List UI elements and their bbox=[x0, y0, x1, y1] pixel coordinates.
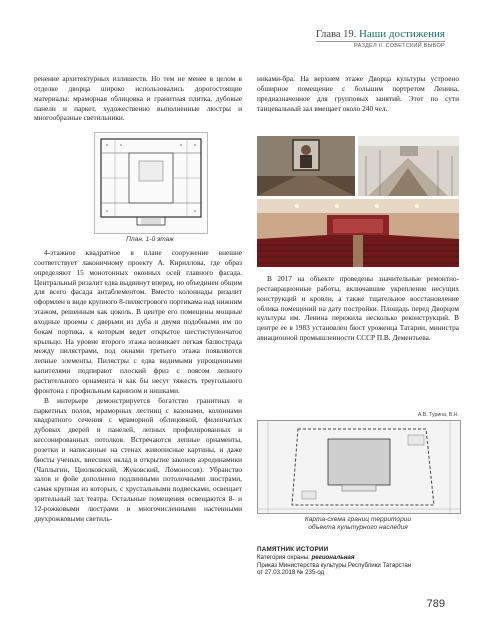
left-paragraph-2: 4-этажное квадратное в плане сооружение внешне соответствует лаконичному проекту А. Кириллова, где образ определяют 15 монотонных оконных осей главного фасада. Центральный ризалит едва выдвинут вперед, но объединен общим для всего фасада антаблементом. Вместо колоннады ризалит оформлен в виде крупного 8-пилястрового портикама над нижним этажом, решенным как цоколь. В центре его помещены мощные входные проемы с дверьми из дуба и двумя подобными им по бокам портика, к которым ведет открытое шестиступенчатое крыльцо. На уровне второго этажа возникает легкая балюстрада между пилястрами, под окнами третьего этажа появляются лепные элементы. Пилястры с едва видимыми упрощенными капителями подпирают плоский фриз с поясом лепного растительного орнамента и как бы несут тяжесть треугольного фронтона с профильным карнизом и нишками. bbox=[34, 248, 242, 395]
monument-order-line-2: от 27.03.2018 № 235-од bbox=[257, 569, 325, 577]
page-number: 789 bbox=[426, 598, 445, 610]
hall-portrait-photo bbox=[257, 136, 355, 196]
territory-map-image bbox=[257, 420, 461, 514]
map-caption-line-1: Карта-схема границ территории bbox=[304, 516, 412, 523]
chapter-number: Глава 19. bbox=[315, 29, 357, 40]
left-paragraph-1: ренение архитектурных излишеств. Но тем не менее в целом в отделке дворца широко использовались дорогостоящие материалы: мраморная облицовка и гранитная плитка, дубовые панели и паркет, художественно выполненные люстры и многообразные светильники. bbox=[34, 74, 242, 123]
map-caption bbox=[257, 516, 459, 531]
section-label: РАЗДЕЛ II. СОВЕТСКИЙ ВЫБОР bbox=[316, 41, 445, 49]
monument-title: ПАМЯТНИК ИСТОРИИ bbox=[257, 546, 329, 553]
monument-order-line-1: Приказ Министерства культуры Республики Татарстан bbox=[257, 561, 412, 569]
monument-category bbox=[257, 554, 459, 562]
auditorium-photo bbox=[257, 199, 459, 267]
staircase-photo bbox=[358, 136, 459, 196]
map-caption-line-2: объекта культурного наследия bbox=[308, 523, 408, 531]
floor-plan-caption: План. 1-й этаж bbox=[126, 236, 174, 243]
right-column-top bbox=[257, 74, 459, 113]
floor-plan-drawing bbox=[95, 133, 207, 233]
left-column-top bbox=[34, 74, 242, 123]
category-label: Категория охраны: bbox=[257, 553, 310, 561]
author-signature: А.В. Турина, В.Н. bbox=[417, 412, 459, 418]
chapter-title: Наши достижения bbox=[358, 28, 445, 40]
right-paragraph-2: В 2017 на объекте проведены значительные ремонтно-реставрационные работы, включавшие укрепление несущих конструкций и кровли, а также тщательное восстановление облика помещений на дату постройки. Площадь перед Дворцом культуры им. Ленина пережила несколько реконструкций. В центре ее в 1983 установлен бюст уроженца Татарии, министра авиационной промышленности СССР П.В. Дементьева. bbox=[257, 274, 459, 343]
left-paragraph-3: В интерьере демонстрируется богатство гранитных и паркетных полов, мраморных лестниц с вазонами, колоннами квадратного сечения с мраморной облицовкой, филенчатых дубовых дверей и панелей, лепных профилированных и кессонированных потолков. Встречаются лепные орнаменты, розетки и написанные на стенах живописные картины, и даже бюсты ученых, внесших вклад в открытие законов аэродинамики (Чаплыгин, Циолковский, Жуковский, Ломоносов). Убранство залов и фойе дополнено подлинными потолочными люстрами, самая крупная из которых, с хрустальными подвесками, освещает зрительный зал театра. Остальные помещения освещаются 8- и 12-рожковыми люстрами и многочисленными настенными двухрожковыми светиль- bbox=[34, 395, 242, 523]
right-column-middle bbox=[257, 274, 459, 343]
chapter-heading bbox=[316, 28, 445, 40]
running-header bbox=[316, 28, 445, 49]
right-paragraph-1: никами-бра. На верхнем этаже Дворца культуры устроено обширное помещение с большим портретом Ленина, предназначенное для групповых занятий. Этот по сути танцевальный зал вмещает около 240 чел. bbox=[257, 74, 459, 113]
floor-plan-image bbox=[94, 132, 208, 234]
left-column-bottom bbox=[34, 248, 242, 524]
monument-info bbox=[257, 546, 459, 577]
category-value: региональная bbox=[311, 553, 355, 561]
